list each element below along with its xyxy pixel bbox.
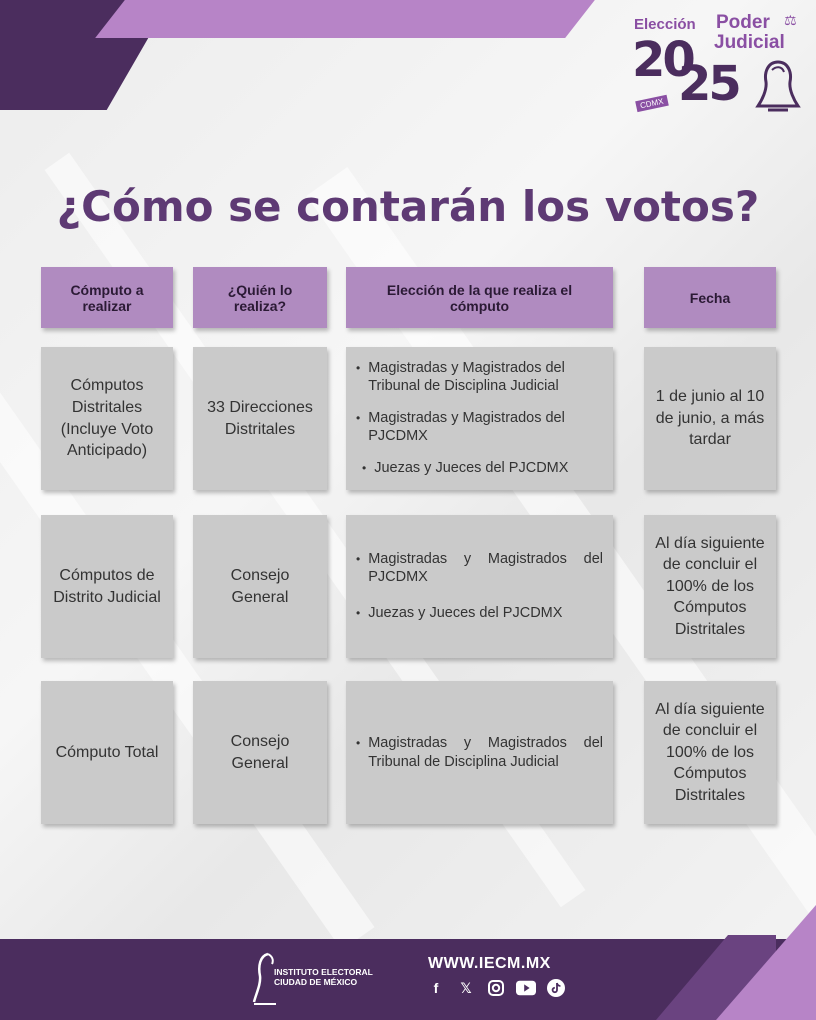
row3-fecha: Al día siguiente de concluir el 100% de los Cómputos Distritales bbox=[644, 681, 776, 824]
institute-name-line1: INSTITUTO ELECTORAL bbox=[274, 967, 373, 977]
website-link[interactable]: WWW.IECM.MX bbox=[428, 955, 551, 972]
tiktok-icon[interactable] bbox=[546, 978, 566, 998]
header-computo: Cómputo a realizar bbox=[41, 267, 173, 328]
list-item: • Magistradas y Magistrados del Tribunal de Disciplina Judicial bbox=[356, 359, 565, 394]
logo-cdmx-badge: CDMX bbox=[635, 95, 668, 112]
logo-poder-text: Poder bbox=[716, 12, 770, 33]
facebook-icon[interactable]: f bbox=[433, 980, 439, 996]
eleccion-2025-logo bbox=[630, 10, 810, 130]
row3-quien: Consejo General bbox=[193, 681, 327, 824]
instagram-icon[interactable] bbox=[486, 978, 506, 998]
page-title: ¿Cómo se contarán los votos? bbox=[56, 182, 760, 231]
social-icons bbox=[426, 978, 566, 998]
list-item: • Magistradas y Magistrados del PJCDMX bbox=[356, 409, 565, 445]
row1-computo: Cómputos Distritales (Incluye Voto Anticipado) bbox=[41, 347, 173, 490]
row1-quien: 33 Direcciones Distritales bbox=[193, 347, 327, 490]
row3-computo: Cómputo Total bbox=[41, 681, 173, 824]
youtube-icon[interactable] bbox=[516, 978, 536, 998]
row2-eleccion-list bbox=[346, 515, 613, 658]
list-item: • Juezas y Jueces del PJCDMX bbox=[362, 460, 569, 477]
row1-eleccion-list bbox=[346, 347, 613, 490]
x-icon[interactable]: 𝕏 bbox=[460, 979, 472, 996]
logo-eleccion-text: Elección bbox=[634, 16, 696, 33]
list-item: • Magistradas y Magistrados del PJCDMX bbox=[356, 550, 603, 585]
header-eleccion: Elección de la que realiza el cómputo bbox=[346, 267, 613, 328]
list-item: • Magistradas y Magistrados del Tribunal de Disciplina Judicial bbox=[356, 735, 603, 770]
logo-year-bottom: 25 bbox=[678, 56, 739, 112]
logo-year-top: 20 bbox=[632, 32, 693, 88]
row2-quien: Consejo General bbox=[193, 515, 327, 658]
scale-icon: ⚖ bbox=[784, 12, 797, 28]
row1-fecha: 1 de junio al 10 de junio, a más tardar bbox=[644, 347, 776, 490]
header-quien: ¿Quién lo realiza? bbox=[193, 267, 327, 328]
row3-eleccion-list bbox=[346, 681, 613, 824]
header-fecha: Fecha bbox=[644, 267, 776, 328]
logo-judicial-text: Judicial bbox=[714, 32, 785, 53]
bell-icon bbox=[754, 56, 802, 120]
institute-name-line2: CIUDAD DE MÉXICO bbox=[274, 976, 358, 987]
row2-fecha: Al día siguiente de concluir el 100% de los Cómputos Distritales bbox=[644, 515, 776, 658]
list-item: • Juezas y Jueces del PJCDMX bbox=[356, 605, 563, 622]
iecm-logo bbox=[252, 950, 382, 1010]
row2-computo: Cómputos de Distrito Judicial bbox=[41, 515, 173, 658]
top-band-decoration bbox=[95, 0, 595, 38]
